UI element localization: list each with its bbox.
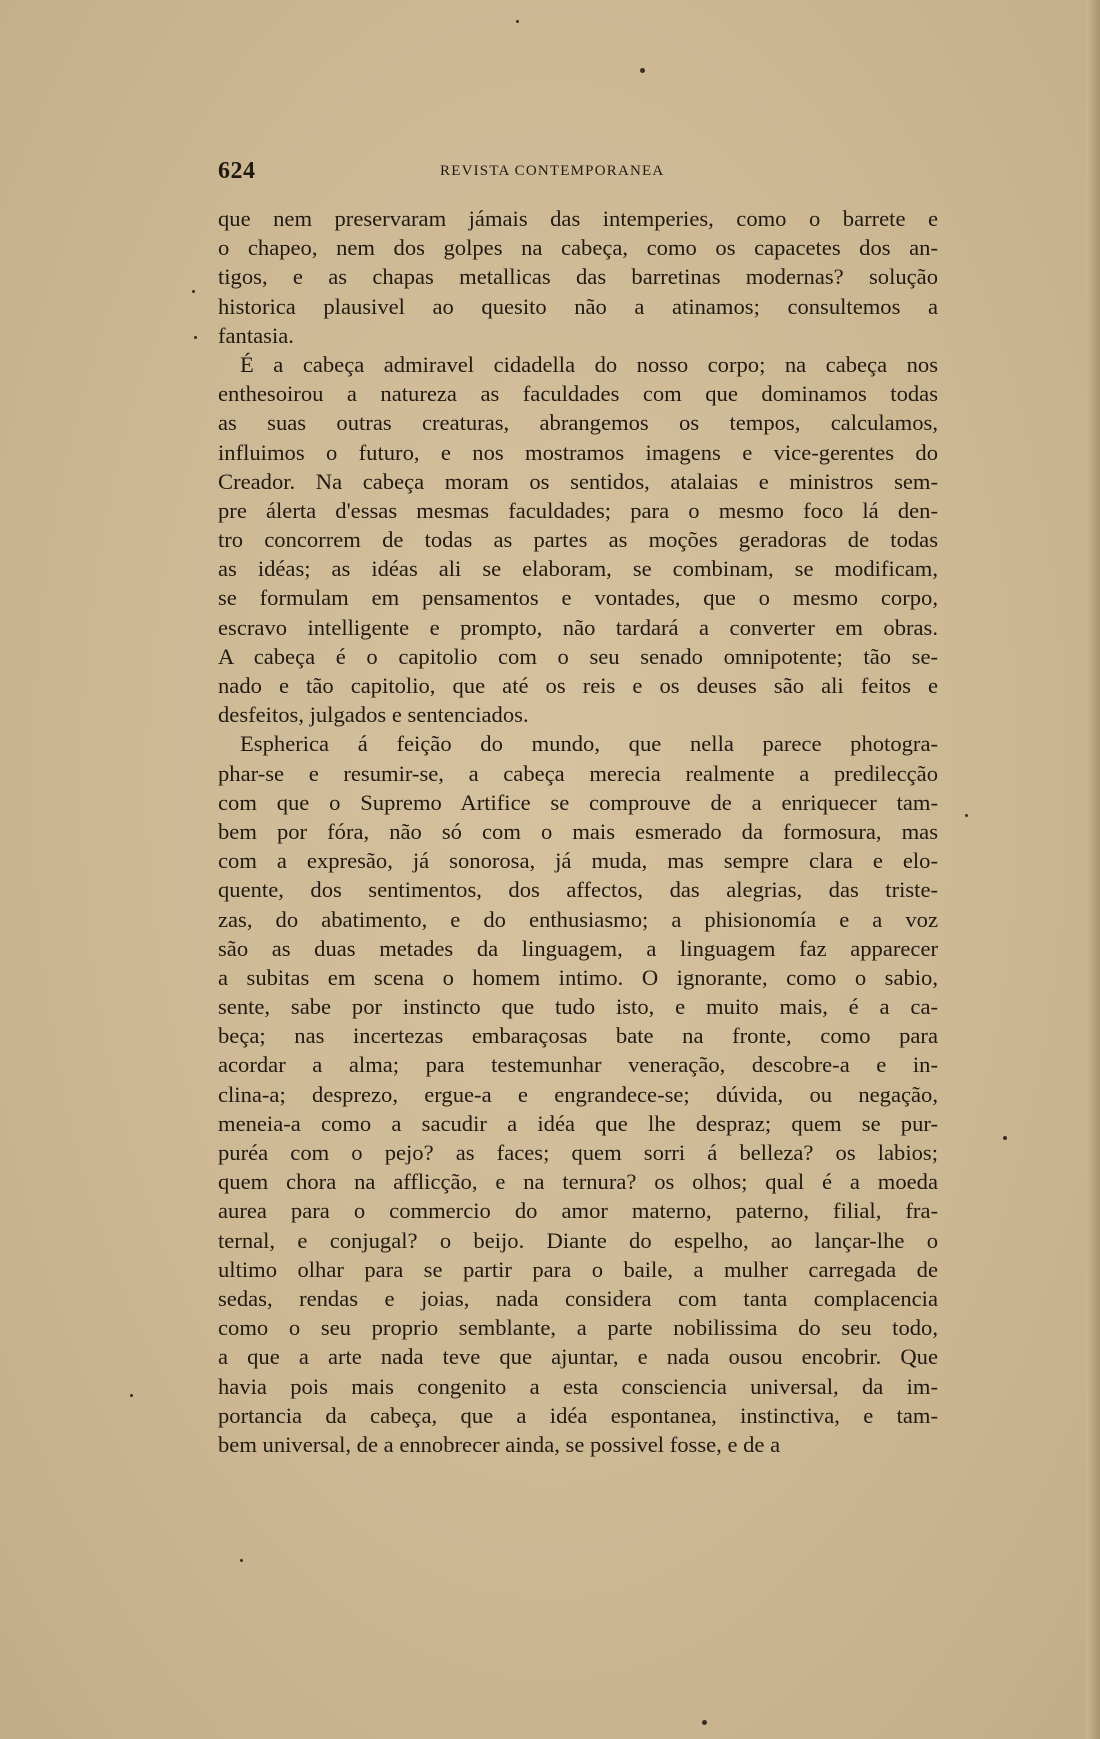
text-line: A cabeça é o capitolio com o seu senado omnipotente; tão se- [218, 643, 938, 669]
text-line: sedas, rendas e joias, nada considera com tanta complacencia [218, 1285, 938, 1311]
page-number: 624 [218, 158, 256, 184]
text-line: são as duas metades da linguagem, a linguagem faz apparecer [218, 935, 938, 961]
text-line: com a expresão, já sonorosa, já muda, mas sempre clara e elo- [218, 848, 938, 874]
text-line: a que a arte nada teve que ajuntar, e nada ousou encobrir. Que [218, 1344, 938, 1370]
text-line: portancia da cabeça, que a idéa espontanea, instinctiva, e tam- [218, 1402, 938, 1428]
text-line: beça; nas incertezas embaraçosas bate na fronte, como para [218, 1023, 938, 1049]
text-line: bem universal, de a ennobrecer ainda, se possivel fosse, e de a [218, 1431, 781, 1457]
text-line: tigos, e as chapas metallicas das barretinas modernas? solução [218, 264, 938, 290]
text-line: como o seu proprio semblante, a parte nobilissima do seu todo, [218, 1315, 938, 1341]
text-line: havia pois mais congenito a esta consciencia universal, da im- [218, 1373, 938, 1399]
text-line: Creador. Na cabeça moram os sentidos, atalaias e ministros sem- [218, 468, 938, 494]
text-line: meneia-a como a sacudir a idéa que lhe despraz; quem se pur- [218, 1110, 938, 1136]
paper-speck [516, 20, 519, 23]
text-line: as suas outras creaturas, abrangemos os tempos, calculamos, [218, 410, 938, 436]
text-line: phar-se e resumir-se, a cabeça merecia realmente a predilecção [218, 760, 938, 786]
paragraph [218, 204, 938, 350]
text-line: sente, sabe por instincto que tudo isto, e muito mais, é a ca- [218, 994, 938, 1020]
text-line: que nem preservaram jámais das intemperies, como o barrete e [218, 206, 938, 231]
text-line: o chapeo, nem dos golpes na cabeça, como os capacetes dos an- [218, 235, 938, 261]
text-line: nado e tão capitolio, que até os reis e os deuses são ali feitos e [218, 673, 938, 698]
text-line: quem chora na afflicção, e na ternura? os olhos; qual é a moeda [218, 1169, 938, 1195]
text-line: as idéas; as idéas ali se elaboram, se combinam, se modificam, [218, 556, 938, 582]
text-line: historica plausivel ao quesito não a atinamos; consultemos a [218, 293, 938, 319]
text-line: enthesoirou a natureza as faculdades com que dominamos todas [218, 381, 938, 407]
paper-speck [965, 814, 968, 817]
text-line: se formulam em pensamentos e vontades, que o mesmo corpo, [218, 585, 938, 611]
text-line: acordar a alma; para testemunhar veneração, descobre-a e in- [218, 1052, 938, 1078]
page-header [218, 158, 938, 188]
text-line: fantasia. [218, 322, 294, 348]
paper-speck [240, 1559, 243, 1562]
running-title: REVISTA CONTEMPORANEA [440, 163, 665, 179]
text-line: com que o Supremo Artifice se comprouve de a enriquecer tam- [218, 789, 938, 815]
body-text [218, 204, 938, 1459]
text-line: ultimo olhar para se partir para o baile, a mulher carregada de [218, 1256, 938, 1282]
text-line: clina-a; desprezo, ergue-a e engrandece-se; dúvida, ou negação, [218, 1081, 938, 1107]
text-line: zas, do abatimento, e do enthusiasmo; a phisionomía e a voz [218, 906, 938, 932]
text-line: tro concorrem de todas as partes as moções geradoras de todas [218, 527, 938, 553]
text-line: a subitas em scena o homem intimo. O ignorante, como o sabio, [218, 964, 938, 990]
paragraph [218, 350, 938, 729]
text-line: É a cabeça admiravel cidadella do nosso corpo; na cabeça nos [240, 351, 938, 377]
paper-speck [130, 1394, 133, 1397]
page-edge-shadow [1086, 0, 1100, 1739]
paper-speck [194, 336, 197, 339]
text-line: puréa com o pejo? as faces; quem sorri á belleza? os labios; [218, 1140, 938, 1165]
paragraph [218, 729, 938, 1459]
text-line: influimos o futuro, e nos mostramos imagens e vice-gerentes do [218, 439, 938, 465]
text-line: bem por fóra, não só com o mais esmerado da formosura, mas [218, 818, 938, 844]
text-line: escravo intelligente e prompto, não tardará a converter em obras. [218, 614, 938, 640]
paper-speck [1003, 1136, 1007, 1140]
paper-speck [702, 1720, 707, 1725]
text-line: desfeitos, julgados e sentenciados. [218, 702, 529, 728]
text-line: Espherica á feição do mundo, que nella parece photogra- [240, 731, 938, 757]
text-line: aurea para o commercio do amor materno, paterno, filial, fra- [218, 1198, 938, 1224]
text-line: ternal, e conjugal? o beijo. Diante do espelho, ao lançar-lhe o [218, 1227, 938, 1253]
text-line: quente, dos sentimentos, dos affectos, das alegrias, das triste- [218, 877, 938, 903]
text-line: pre álerta d'essas mesmas faculdades; para o mesmo foco lá den- [218, 497, 938, 523]
paper-speck [640, 68, 645, 73]
paper-speck [192, 290, 195, 293]
